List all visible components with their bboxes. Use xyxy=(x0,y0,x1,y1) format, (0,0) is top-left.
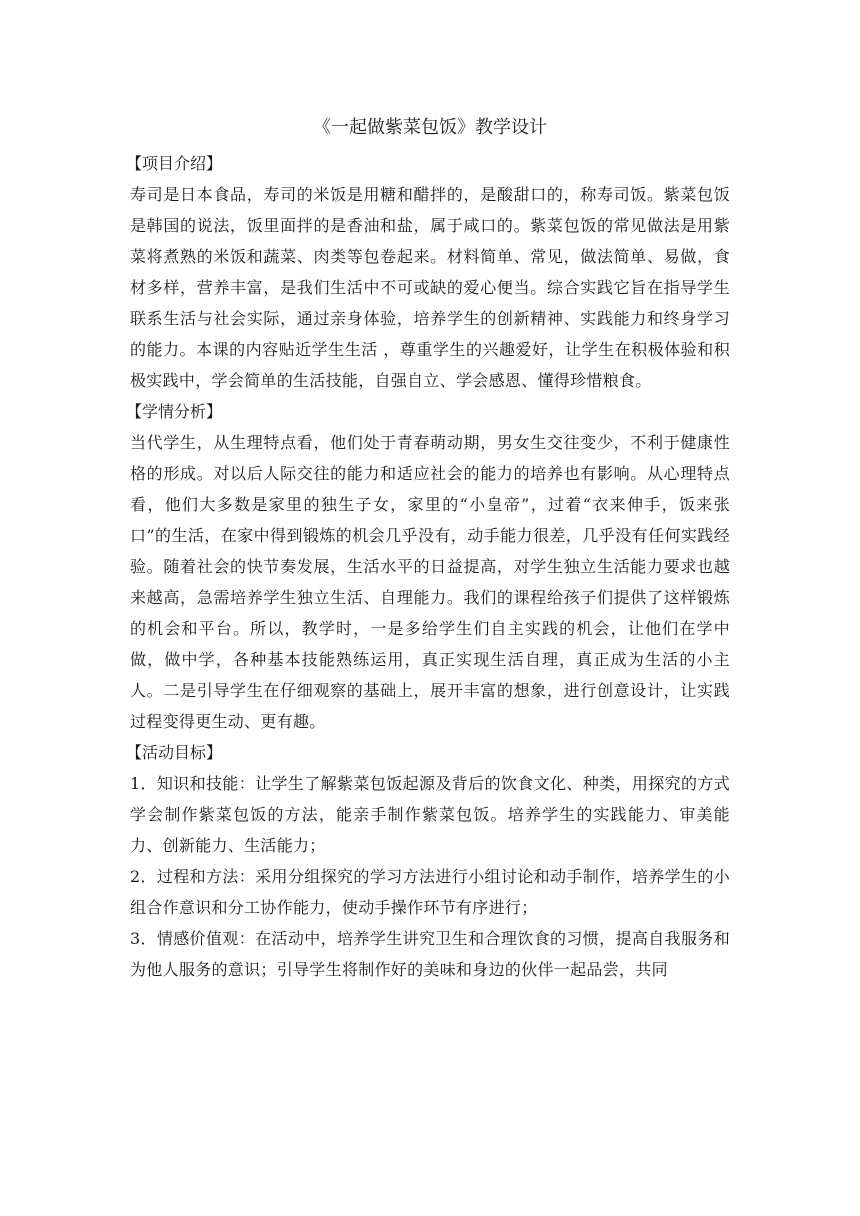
section-heading-intro: 【项目介绍】 xyxy=(126,154,223,173)
document-title: 《一起做紫菜包饭》教学设计 xyxy=(313,117,547,138)
intro-paragraph: 寿司是日本食品，寿司的米饭是用糖和醋拌的，是酸甜口的，称寿司饭。紫菜包饭是韩国的说法，饭里面拌的是香油和盐，属于咸口的。紫菜包饭的常见做法是用紫菜将煮熟的米饭和蔬菜、肉类等包卷起来。材料简单、常见，做法简单、易做，食材多样，营养丰富，是我们生活中不可或缺的爱心便当。综合实践它旨在指导学生联系生活与社会实际，通过亲身体验，培养学生的创新精神、实践能力和终身学习的能力。本课的内容贴近学生生活 ，尊重学生的兴趣爱好，让学生在积极体验和积极实践中，学会简单的生活技能，自强自立、学会感恩、懂得珍惜粮食。 xyxy=(130,185,730,390)
goal-item-values: 3．情感价值观：在活动中，培养学生讲究卫生和合理饮食的习惯，提高自我服务和为他人服务的意识；引导学生将制作好的美味和身边的伙伴一起品尝，共同 xyxy=(130,929,730,979)
section-heading-analysis: 【学情分析】 xyxy=(126,402,223,421)
goal-item-knowledge: 1．知识和技能：让学生了解紫菜包饭起源及背后的饮食文化、种类，用探究的方式学会制作紫菜包饭的方法，能亲手制作紫菜包饭。培养学生的实践能力、审美能力、创新能力、生活能力； xyxy=(130,774,730,855)
goal-item-process: 2．过程和方法：采用分组探究的学习方法进行小组讨论和动手制作，培养学生的小组合作意识和分工协作能力，使动手操作环节有序进行； xyxy=(130,867,730,917)
section-heading-goals: 【活动目标】 xyxy=(126,743,223,762)
analysis-paragraph: 当代学生，从生理特点看，他们处于青春萌动期，男女生交往变少，不利于健康性格的形成。对以后人际交往的能力和适应社会的能力的培养也有影响。从心理特点看，他们大多数是家里的独生子女，家里的“小皇帝”，过着“衣来伸手，饭来张口”的生活，在家中得到锻炼的机会几乎没有，动手能力很差，几乎没有任何实践经验。随着社会的快节奏发展，生活水平的日益提高，对学生独立生活能力要求也越来越高，急需培养学生独立生活、自理能力。我们的课程给孩子们提供了这样锻炼的机会和平台。所以，教学时，一是多给学生们自主实践的机会，让他们在学中做，做中学，各种基本技能熟练运用，真正实现生活自理，真正成为生活的小主人。二是引导学生在仔细观察的基础上，展开丰富的想象，进行创意设计，让实践过程变得更生动、更有趣。 xyxy=(130,433,730,731)
document-page xyxy=(126,110,730,985)
